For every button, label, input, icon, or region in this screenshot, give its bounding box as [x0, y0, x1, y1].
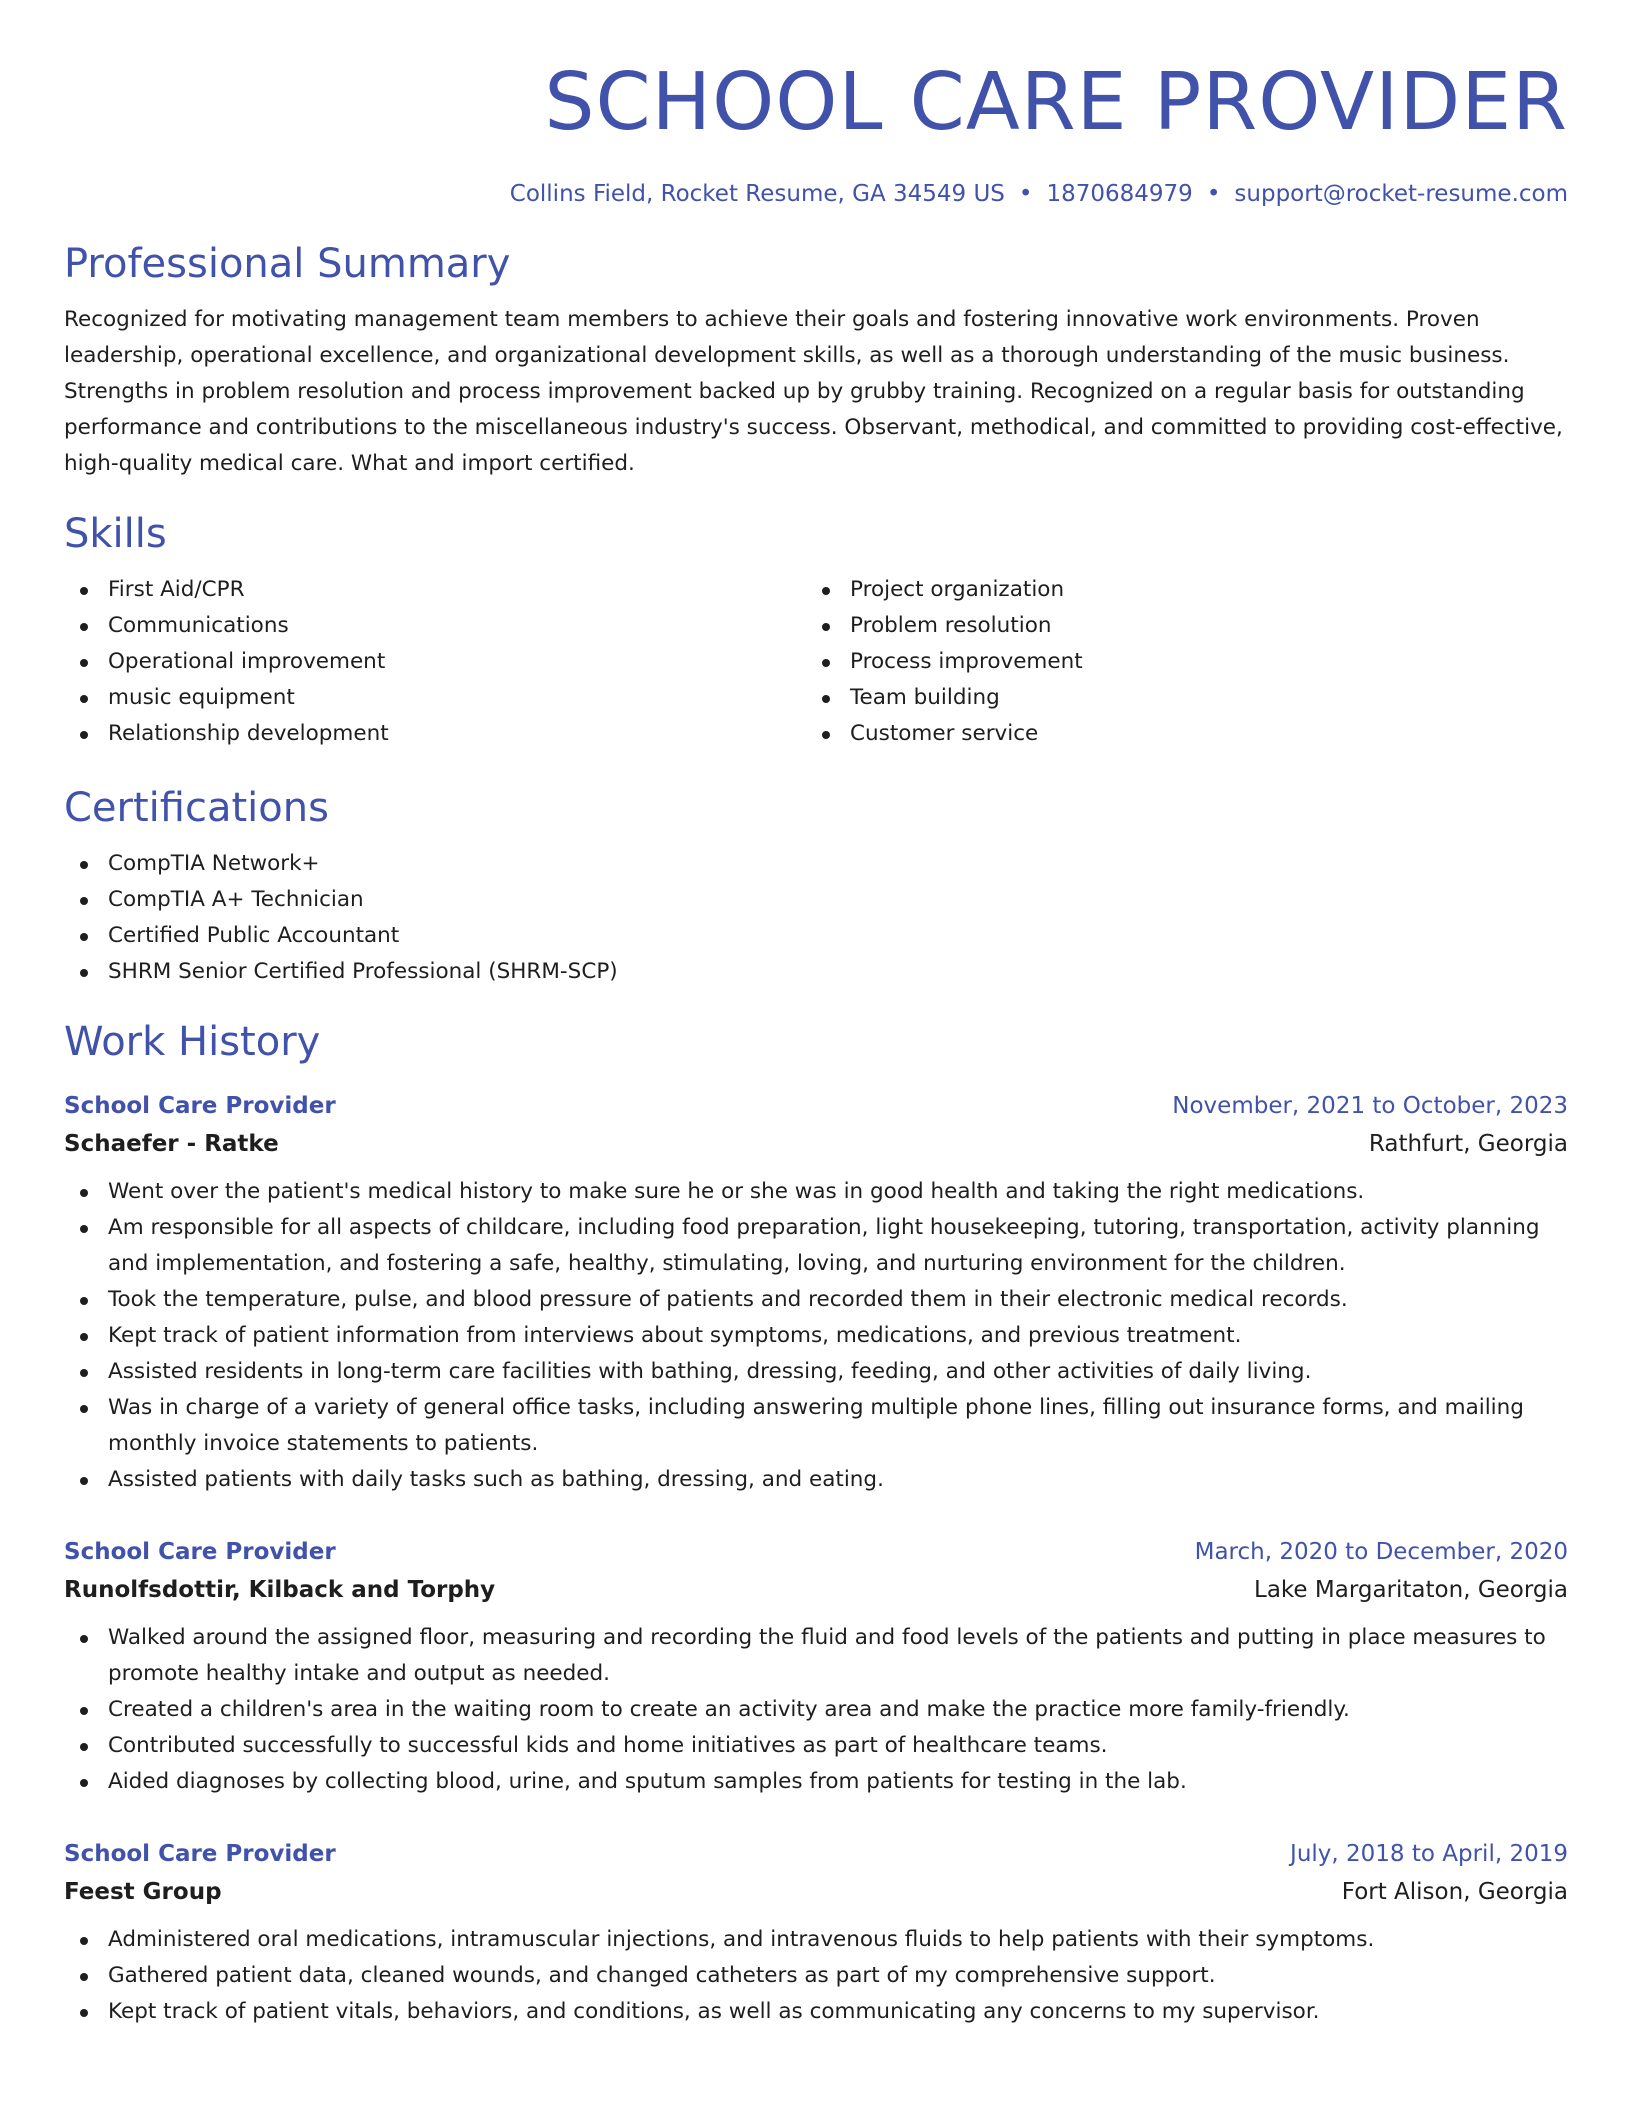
job-title-row	[64, 1534, 1568, 1570]
skill-item: music equipment	[64, 680, 806, 716]
job-dates: November, 2021 to October, 2023	[1172, 1093, 1568, 1119]
contact-separator: •	[1206, 181, 1221, 207]
job-title-row	[64, 1836, 1568, 1872]
job-entry	[64, 1836, 1568, 2030]
job-duty: Took the temperature, pulse, and blood pressure of patients and recorded them in their electronic medical records.	[64, 1282, 1568, 1318]
job-duty: Gathered patient data, cleaned wounds, and changed catheters as part of my comprehensive support.	[64, 1958, 1568, 1994]
job-duty: Was in charge of a variety of general office tasks, including answering multiple phone lines, filling out insurance forms, and mailing monthly invoice statements to patients.	[64, 1390, 1568, 1462]
summary-heading: Professional Summary	[64, 241, 511, 287]
job-duty: Assisted residents in long-term care facilities with bathing, dressing, feeding, and other activities of daily living.	[64, 1354, 1568, 1390]
job-duties-list	[64, 1922, 1568, 2030]
job-location: Lake Margaritaton, Georgia	[1254, 1577, 1568, 1603]
job-duty: Created a children's area in the waiting room to create an activity area and make the practice more family-friendly.	[64, 1692, 1568, 1728]
summary-text: Recognized for motivating management team members to achieve their goals and fostering innovative work environments. Proven leadership, operational excellence, and organizational development skills, as well as a thorough understanding of the music business. Strengths in problem resolution and process improvement backed up by grubby training. Recognized on a regular basis for outstanding performance and contributions to the miscellaneous industry's success. Observant, methodical, and committed to providing cost-effective, high-quality medical care. What and import certified.	[64, 307, 1563, 476]
job-duty: Contributed successfully to successful kids and home initiatives as part of healthcare teams.	[64, 1728, 1568, 1764]
job-duty: Walked around the assigned floor, measuring and recording the fluid and food levels of the patients and putting in place measures to promote healthy intake and output as needed.	[64, 1620, 1568, 1692]
contact-email[interactable]: support@rocket-resume.com	[1234, 181, 1568, 207]
skill-item: First Aid/CPR	[64, 572, 806, 608]
certifications-heading: Certifications	[64, 785, 329, 831]
resume-header	[64, 52, 1568, 210]
job-duty: Went over the patient's medical history to make sure he or she was in good health and taking the right medications.	[64, 1174, 1568, 1210]
contact-address: Collins Field, Rocket Resume, GA 34549 US	[509, 181, 1005, 207]
job-title: School Care Provider	[64, 1093, 336, 1119]
job-duty: Assisted patients with daily tasks such as bathing, dressing, and eating.	[64, 1462, 1568, 1498]
skill-item: Process improvement	[806, 644, 1548, 680]
contact-line	[64, 178, 1568, 210]
skill-item: Communications	[64, 608, 806, 644]
certifications-list	[64, 846, 1568, 990]
job-company-row	[64, 1570, 1568, 1610]
job-company-row	[64, 1124, 1568, 1164]
skill-item: Relationship development	[64, 716, 806, 752]
job-title: School Care Provider	[64, 1539, 336, 1565]
certification-item: SHRM Senior Certified Professional (SHRM-SCP)	[64, 954, 1568, 990]
job-dates: March, 2020 to December, 2020	[1194, 1539, 1568, 1565]
job-company: Runolfsdottir, Kilback and Torphy	[64, 1577, 496, 1603]
skill-item: Operational improvement	[64, 644, 806, 680]
skills-grid	[64, 572, 1568, 752]
skills-column-right	[806, 572, 1548, 752]
job-company-row	[64, 1872, 1568, 1912]
job-duty: Kept track of patient vitals, behaviors, and conditions, as well as communicating any concerns to my supervisor.	[64, 1994, 1568, 2030]
skill-item: Problem resolution	[806, 608, 1548, 644]
work-history-section	[64, 1016, 1568, 2030]
skill-item: Customer service	[806, 716, 1548, 752]
job-title: School Care Provider	[64, 1841, 336, 1867]
certification-item: CompTIA A+ Technician	[64, 882, 1568, 918]
summary-section	[64, 238, 1568, 482]
skills-heading: Skills	[64, 511, 167, 557]
certification-item: Certified Public Accountant	[64, 918, 1568, 954]
certifications-section	[64, 782, 1568, 990]
job-duty: Kept track of patient information from interviews about symptoms, medications, and previous treatment.	[64, 1318, 1568, 1354]
job-title-row	[64, 1088, 1568, 1124]
job-entry	[64, 1534, 1568, 1800]
job-company: Schaefer - Ratke	[64, 1131, 279, 1157]
job-entry	[64, 1088, 1568, 1498]
job-duty: Am responsible for all aspects of childcare, including food preparation, light housekeeping, tutoring, transportation, activity planning and implementation, and fostering a safe, healthy, stimulating, loving, and nurturing environment for the children.	[64, 1210, 1568, 1282]
job-company: Feest Group	[64, 1879, 222, 1905]
skills-section	[64, 508, 1568, 752]
job-location: Fort Alison, Georgia	[1341, 1879, 1568, 1905]
certification-item: CompTIA Network+	[64, 846, 1568, 882]
contact-phone[interactable]: 1870684979	[1046, 181, 1193, 207]
skills-column-left	[64, 572, 806, 752]
candidate-name: SCHOOL CARE PROVIDER	[544, 56, 1568, 148]
skill-item: Team building	[806, 680, 1548, 716]
skill-item: Project organization	[806, 572, 1548, 608]
job-duties-list	[64, 1620, 1568, 1800]
job-duty: Administered oral medications, intramuscular injections, and intravenous fluids to help patients with their symptoms.	[64, 1922, 1568, 1958]
work-history-heading: Work History	[64, 1019, 321, 1065]
job-location: Rathfurt, Georgia	[1368, 1131, 1568, 1157]
job-duty: Aided diagnoses by collecting blood, urine, and sputum samples from patients for testing in the lab.	[64, 1764, 1568, 1800]
job-duties-list	[64, 1174, 1568, 1498]
contact-separator: •	[1018, 181, 1033, 207]
job-dates: July, 2018 to April, 2019	[1290, 1841, 1568, 1867]
